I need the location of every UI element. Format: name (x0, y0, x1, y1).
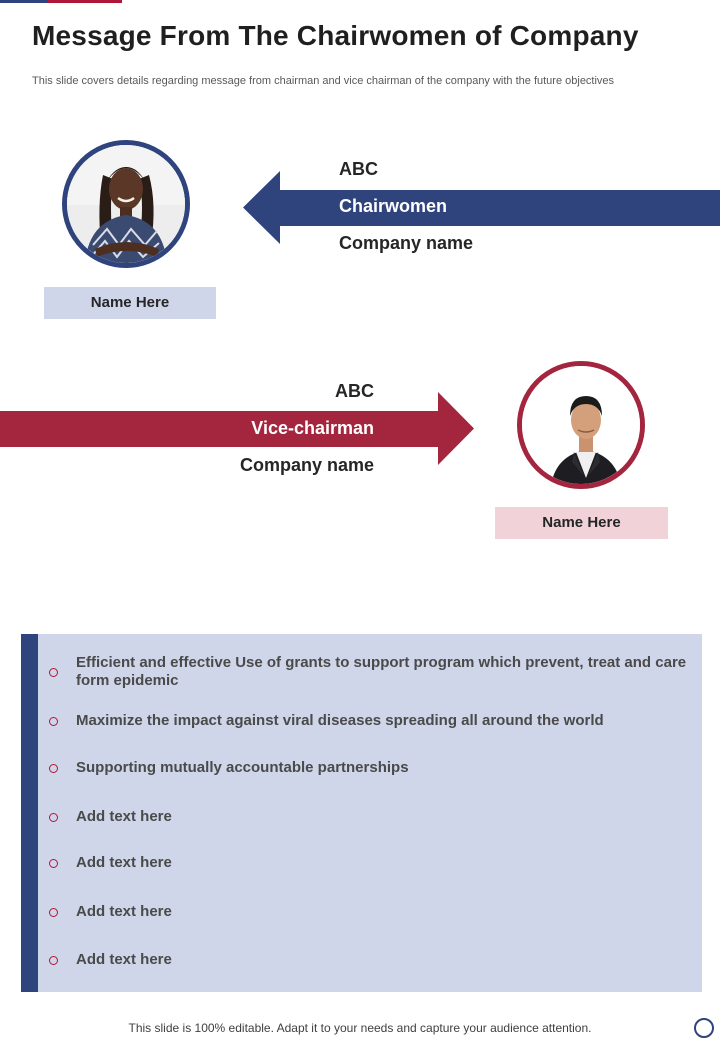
objective-text: Add text here (76, 903, 172, 920)
vice-chairman-name-tag: Name Here (495, 507, 668, 539)
corner-circle-icon (694, 1018, 714, 1038)
bullet-circle-icon (49, 859, 58, 868)
objective-text: Efficient and effective Use of grants to support program which prevent, treat and care form epidemic (76, 654, 687, 689)
page-title: Message From The Chairwomen of Company (32, 20, 639, 51)
vice-chairman-company: Company name (239, 455, 374, 475)
top-accent-bar-blue (0, 0, 48, 3)
vice-chairman-photo (517, 361, 645, 489)
bullet-circle-icon (49, 956, 58, 965)
panel-accent-bar (21, 634, 38, 992)
bullet-circle-icon (49, 813, 58, 822)
vice-chairman-abc: ABC (335, 381, 374, 401)
objective-text: Add text here (76, 808, 172, 825)
bullet-circle-icon (49, 717, 58, 726)
objectives-panel (21, 634, 702, 992)
chairwoman-role: Chairwomen (339, 196, 448, 216)
footer-note: This slide is 100% editable. Adapt it to your needs and capture your audience attention. (128, 1021, 592, 1035)
objective-text: Add text here (76, 951, 172, 968)
objective-text: Maximize the impact against viral diseases spreading all around the world (76, 712, 604, 729)
chairwoman-name-tag: Name Here (44, 287, 216, 319)
arrow-left-icon (243, 171, 720, 244)
chairwoman-company: Company name (339, 233, 474, 253)
page-subtitle: This slide covers details regarding message from chairman and vice chairman of the company with the future objectives (32, 75, 615, 87)
bullet-circle-icon (49, 908, 58, 917)
chairwoman-abc: ABC (339, 159, 378, 179)
arrow-right-icon (0, 392, 474, 465)
vice-chairman-role: Vice-chairman (251, 418, 374, 438)
chairwoman-photo (62, 140, 190, 268)
objective-text: Add text here (76, 854, 172, 871)
bullet-circle-icon (49, 668, 58, 677)
objective-text: Supporting mutually accountable partnerships (76, 759, 409, 776)
bullet-circle-icon (49, 764, 58, 773)
